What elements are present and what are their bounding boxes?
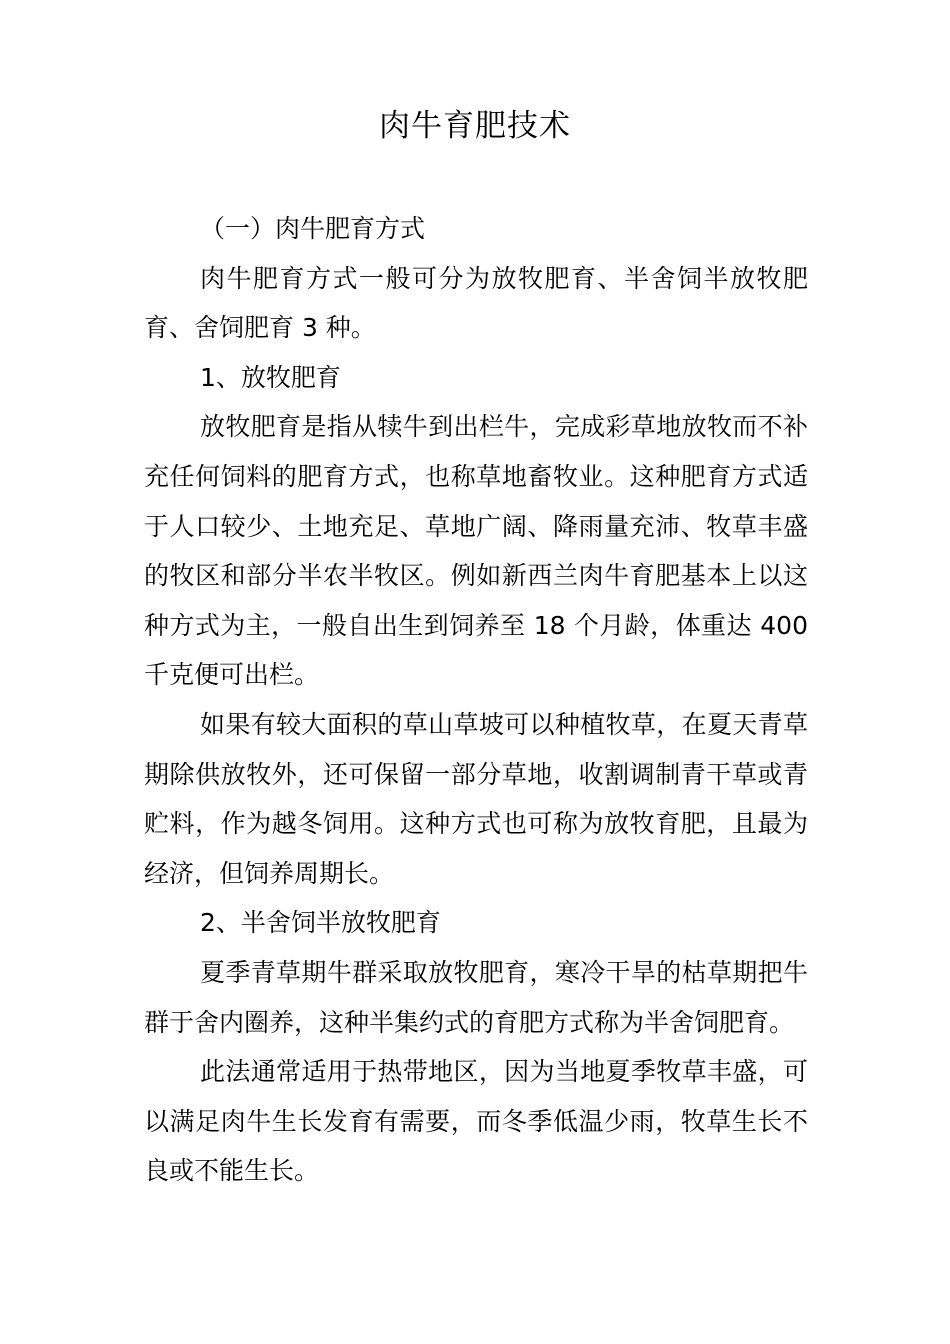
paragraph-grazing-definition: 放牧肥育是指从犊牛到出栏牛，完成彩草地放牧而不补充任何饲料的肥育方式，也称草地畜牧业。这种肥育方式适于人口较少、土地充足、草地广阔、降雨量充沛、牧草丰盛的牧区和部分半农半牧区。例如新西兰肉牛育肥基本上以这种方式为主，一般自出生到饲养至 18 个月龄，体重达 400 千克便可出栏。 xyxy=(144,412,808,690)
paragraph-semi-housed-tropics: 此法通常适用于热带地区，因为当地夏季牧草丰盛，可以满足肉牛生长发育有需要，而冬季低温少雨，牧草生长不良或不能生长。 xyxy=(144,1057,808,1186)
section-heading-fattening-methods: （一）肉牛肥育方式 xyxy=(200,214,426,243)
paragraph-semi-housed-definition: 夏季青草期牛群采取放牧肥育，寒冷干旱的枯草期把牛群于舍内圈养，这种半集约式的育肥方式称为半舍饲肥育。 xyxy=(144,957,808,1037)
paragraph-grazing-hay: 如果有较大面积的草山草坡可以种植牧草，在夏天青草期除供放牧外，还可保留一部分草地，收割调制青干草或青贮料，作为越冬饲用。这种方式也可称为放牧育肥，且最为经济，但饲养周期长。 xyxy=(144,709,808,888)
subheading-semi-housed-fattening: 2、半舍饲半放牧肥育 xyxy=(200,908,441,938)
paragraph-methods-intro: 肉牛肥育方式一般可分为放牧肥育、半舍饲半放牧肥育、舍饲肥育 3 种。 xyxy=(144,263,808,343)
document-title: 肉牛育肥技术 xyxy=(379,108,571,144)
document-body xyxy=(144,204,808,1196)
subheading-grazing-fattening: 1、放牧肥育 xyxy=(200,362,341,392)
